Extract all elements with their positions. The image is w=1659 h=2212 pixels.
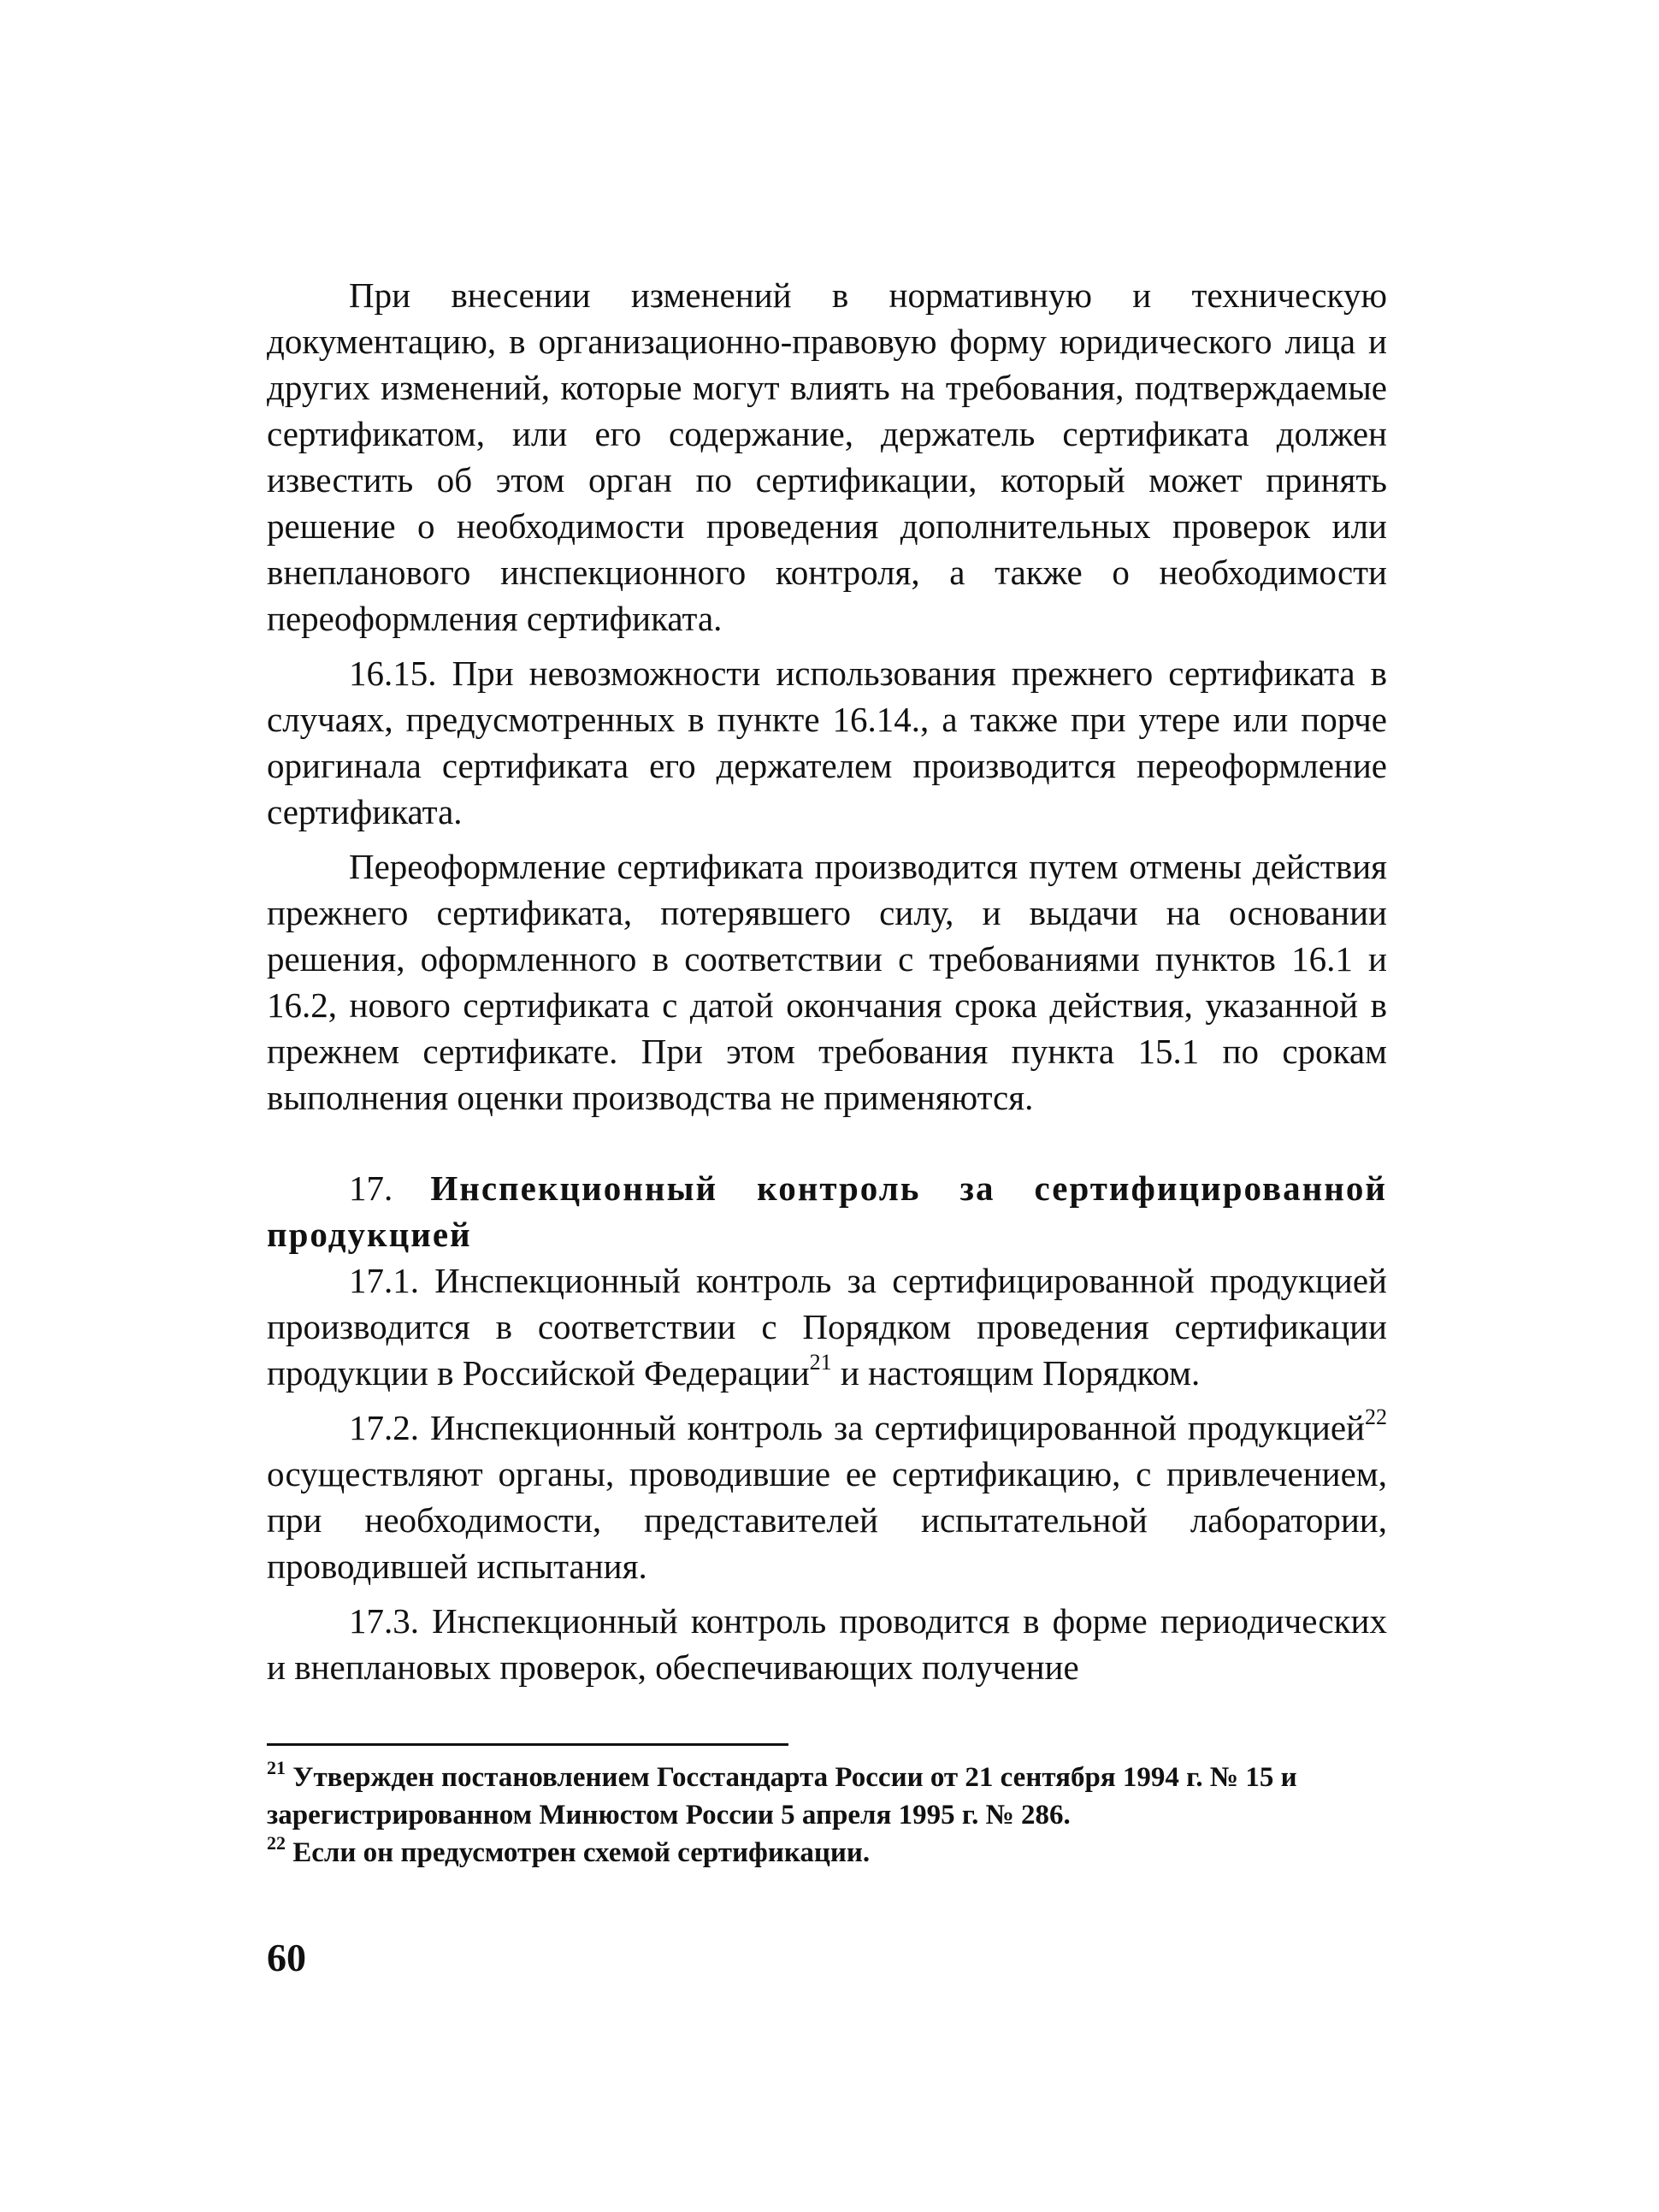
paragraph-17-2 (267, 1405, 1387, 1589)
section-number: 17. (349, 1168, 393, 1208)
footnote-21 (267, 1759, 1387, 1834)
footnote-mark-21: 21 (267, 1757, 286, 1778)
footnote-22-text: Если он предусмотрен схемой сертификации. (286, 1837, 871, 1868)
paragraph-document-changes: При внесении изменений в нормативную и техническую документацию, в организационно-правовую форму юридического лица и других изменений, которые могут влиять на требования, подтверждаемые сертификатом, или его содержание, держатель сертификата должен известить об этом орган по сертификации, который может принять решение о необходимости проведения дополнительных проверок или внепланового инспекционного контроля, а также о необходимости переоформления сертификата. (267, 275, 1387, 638)
footnote-ref-21: 21 (809, 1350, 832, 1375)
paragraph-16-15: 16.15. При невозможности использования прежнего сертификата в случаях, предусмотренных в пункте 16.14., а также при утере или порче оригинала сертификата его держателем производится переоформление сертификата. (267, 654, 1387, 831)
paragraph-17-2-text: 17.2. Инспекционный контроль за сертифицированной продукцией (349, 1408, 1365, 1447)
paragraph-17-1-text-after: и настоящим Порядком. (831, 1353, 1201, 1393)
footnote-21-text: Утвержден постановлением Госстандарта России от 21 сентября 1994 г. № 15 и зарегистрированном Минюстом России 5 апреля 1995 г. № 286. (267, 1762, 1297, 1831)
footnotes (267, 1759, 1387, 1872)
paragraph-reissue: Переоформление сертификата производится путем отмены действия прежнего сертификата, потерявшего силу, и выдачи на основании решения, оформленного в соответствии с требованиями пунктов 16.1 и 16.2, нового сертификата с датой окончания срока действия, указанной в прежнем сертификате. При этом требования пункта 15.1 по срокам выполнения оценки производства не применяются. (267, 847, 1387, 1117)
section-title: Инспекционный контроль за сертифицированной продукцией (267, 1168, 1387, 1254)
footnote-ref-22: 22 (1365, 1405, 1387, 1429)
footnote-mark-22: 22 (267, 1832, 286, 1854)
page-number: 60 (267, 1936, 306, 1979)
paragraph-17-2-text-after: осуществляют органы, проводившие ее сертификацию, с привлечением, при необходимости, представителей испытательной лаборатории, проводившей испытания. (267, 1454, 1387, 1586)
footnote-22 (267, 1834, 1387, 1872)
footnote-separator (267, 1743, 788, 1746)
section-heading (267, 1165, 1387, 1257)
paragraph-17-3: 17.3. Инспекционный контроль проводится в форме периодических и внеплановых проверок, обеспечивающих получение (267, 1601, 1387, 1687)
paragraph-17-1-text: 17.1. Инспекционный контроль за сертифицированной продукцией производится в соответствии с Порядком проведения сертификации продукции в Российской Федерации (267, 1261, 1387, 1393)
page-body (267, 272, 1387, 1690)
paragraph-17-1 (267, 1257, 1387, 1396)
